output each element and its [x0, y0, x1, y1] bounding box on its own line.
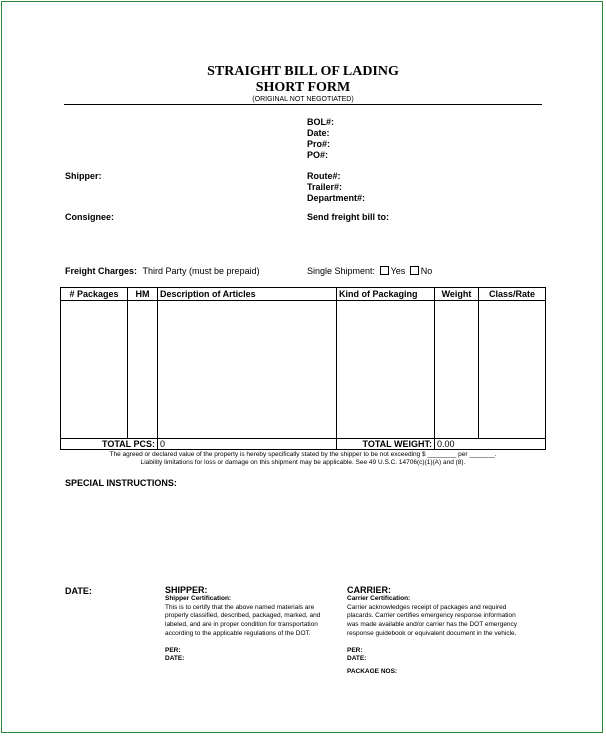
shipper-label: Shipper:	[65, 171, 102, 181]
carrier-section	[347, 585, 542, 677]
col-weight: Weight	[435, 288, 479, 301]
freight-charges	[65, 266, 260, 276]
shipper-cert-line: This is to certify that the above named materials are	[165, 603, 315, 611]
consignee-label: Consignee:	[65, 212, 115, 222]
po-label: PO#:	[307, 150, 329, 160]
cell-class-rate[interactable]	[479, 301, 546, 439]
table-header-row	[61, 288, 546, 301]
items-table	[60, 287, 546, 450]
shipper-cert-title: Shipper Certification:	[165, 595, 232, 602]
carrier-cert-line: response guidebook or equivalent document in the vehicle.	[347, 629, 517, 637]
bol-label: BOL#:	[307, 117, 334, 127]
single-shipment-label: Single Shipment:	[307, 266, 376, 276]
col-description: Description of Articles	[158, 288, 337, 301]
carrier-cert-title: Carrier Certification:	[347, 595, 411, 602]
trailer-label: Trailer#:	[307, 182, 343, 192]
doc-title: STRAIGHT BILL OF LADING	[207, 64, 399, 79]
carrier-cert-line: was made available and/or carrier has the DOT emergency	[347, 621, 518, 629]
cell-weight[interactable]	[435, 301, 479, 439]
date-label: Date:	[307, 128, 330, 138]
cell-packages[interactable]	[61, 301, 128, 439]
shipper-per-label: PER:	[165, 646, 181, 654]
totals-row	[61, 439, 546, 450]
declared-value-note: The agreed or declared value of the property is hereby specifically stated by the shipper to be not exceeding $ ________ per _______.	[109, 451, 497, 458]
doc-subtitle-form: SHORT FORM	[255, 80, 351, 95]
carrier-per-label: PER:	[347, 646, 363, 654]
shipper-cert-line: labeled, and are in proper condition for transportation	[165, 621, 318, 629]
single-shipment	[307, 266, 432, 276]
doc-note: (ORIGINAL NOT NEGOTIATED)	[252, 96, 354, 103]
pro-label: Pro#:	[307, 139, 331, 149]
col-hm: HM	[128, 288, 158, 301]
yes-label: Yes	[390, 266, 406, 276]
shipper-cert-line: properly classified, described, packaged, marked, and	[165, 612, 321, 620]
footer-date-label: DATE:	[65, 586, 92, 596]
no-checkbox[interactable]	[410, 266, 419, 275]
shipper-section	[165, 585, 335, 664]
col-packages: # Packages	[61, 288, 128, 301]
carrier-date-label: DATE:	[347, 655, 367, 663]
route-label: Route#:	[307, 171, 341, 181]
yes-checkbox[interactable]	[380, 266, 389, 275]
carrier-cert-line: Carrier acknowledges receipt of packages and required	[347, 603, 507, 611]
carrier-heading: CARRIER:	[347, 585, 391, 595]
liability-note: Liability limitations for loss or damage on this shipment may be applicable. See 49 U.S.C. 14706(c)(1)(A) and (8).	[140, 459, 466, 466]
shipper-date-label: DATE:	[165, 655, 185, 663]
shipper-heading: SHIPPER:	[165, 585, 208, 595]
total-pcs-value: 0	[158, 439, 337, 450]
freight-charges-label: Freight Charges:	[65, 266, 138, 276]
title-divider	[64, 104, 542, 105]
cell-packaging[interactable]	[337, 301, 435, 439]
col-class-rate: Class/Rate	[479, 288, 546, 301]
total-weight-value: 0.00	[435, 439, 546, 450]
send-freight-bill-label: Send freight bill to:	[307, 212, 389, 222]
total-pcs-label: TOTAL PCS:	[61, 439, 158, 450]
shipper-cert-line: according to the applicable regulations of the DOT.	[165, 629, 311, 637]
no-label: No	[420, 266, 433, 276]
total-weight-label: TOTAL WEIGHT:	[337, 439, 435, 450]
freight-charges-value: Third Party (must be prepaid)	[142, 266, 260, 276]
col-packaging: Kind of Packaging	[337, 288, 435, 301]
carrier-cert-line: placards. Carrier certifies emergency response information	[347, 612, 516, 620]
cell-description[interactable]	[158, 301, 337, 439]
package-nos-label: PACKAGE NOS:	[347, 667, 398, 675]
department-label: Department#:	[307, 193, 366, 203]
special-instructions-label: SPECIAL INSTRUCTIONS:	[65, 478, 177, 488]
cell-hm[interactable]	[128, 301, 158, 439]
table-row	[61, 301, 546, 439]
